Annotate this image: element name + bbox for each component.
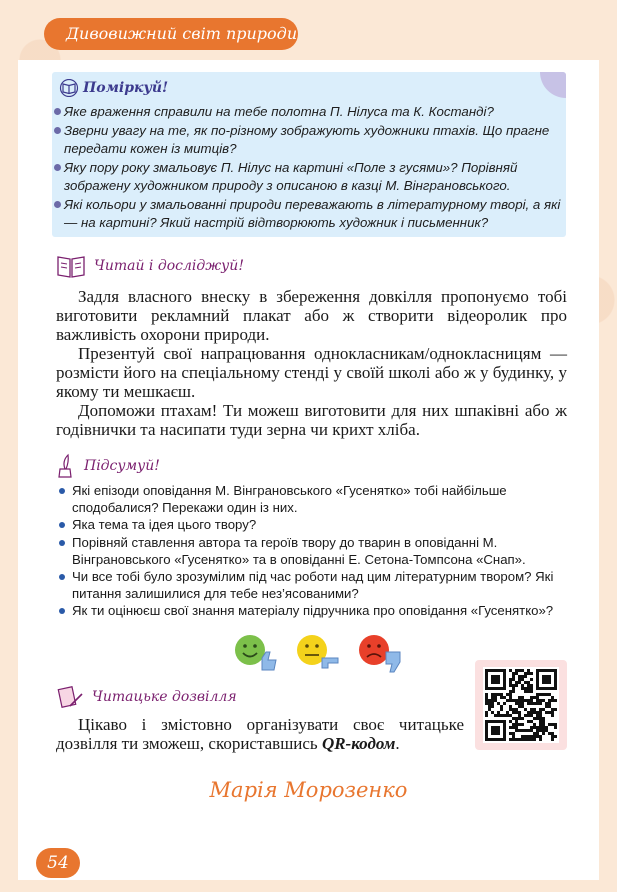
leisure-text [56, 715, 464, 753]
leisure-heading [56, 684, 237, 710]
list-item: Яка тема та ідея цього твору? [57, 516, 569, 533]
summary-heading [56, 453, 160, 479]
list-item: Які кольори у змальованні природи переважають в літературному творі, а які — на картині? Який настрій відтворюють художник і письменник? [52, 196, 566, 233]
qr-code[interactable] [475, 660, 567, 750]
qr-code-link-text: QR-кодом [321, 734, 396, 753]
author-name: Марія Морозенко [209, 778, 408, 802]
summary-list [57, 482, 569, 620]
list-item: Яке враження справили на тебе полотна П. Нілуса та К. Костанді? [52, 103, 566, 122]
sad-face-icon [359, 635, 400, 672]
page-number: 54 [36, 848, 80, 878]
read-text [56, 287, 567, 439]
list-item: Як ти оцінюєш свої знання матеріалу підручника про оповідання «Гусенятко»? [57, 602, 569, 619]
paragraph: Цікаво і змістовно організувати своє читацьке дозвілля ти зможеш, скориставшись QR-кодом. [56, 715, 464, 753]
neutral-face-icon [297, 635, 338, 668]
think-title: Поміркуй! [83, 80, 169, 96]
paragraph: Задля власного внеску в збереження довкілля пропонуємо тобі виготовити рекламний плакат або ж створити відеоролик про важливість охорони природи. [56, 287, 567, 344]
qr-code-icon [475, 660, 567, 750]
read-heading [56, 253, 244, 279]
list-item: Порівняй ставлення автора та героїв твору до тварин в оповіданні М. Вінграновського «Гусенятко» та в оповіданні Е. Сетона-Томпсона «Снап». [57, 534, 569, 568]
list-item: Чи все тобі було зрозумілим під час роботи над цим літературним твором? Які питання залишилися для тебе нез’ясованими? [57, 568, 569, 602]
paragraph: Презентуй свої напрацювання однокласникам/однокласницям — розмісти його на спеціальному стенді у своїй школі або ж у будинку, у якому ти мешкаєш. [56, 344, 567, 401]
happy-face-icon [235, 635, 276, 670]
list-item: Яку пору року змальовує П. Нілус на картині «Поле з гусями»? Порівняй зображену художником природу з описаною в казці М. Вінграновського. [52, 159, 566, 196]
paragraph: Допоможи птахам! Ти можеш виготовити для них шпаківні або ж годівнички та насипати туди зерна чи крихт хліба. [56, 401, 567, 439]
chapter-header: Дивовижний світ природи [44, 18, 298, 50]
summary-title: Підсумуй! [84, 458, 160, 474]
self-assessment-emojis [232, 630, 412, 674]
list-item: Зверни увагу на те, як по-різному зображують художники птахів. Що прагне передати кожен із митців? [52, 122, 566, 159]
think-box [52, 72, 566, 237]
open-book-icon [58, 79, 80, 97]
notebook-pencil-icon [56, 684, 84, 710]
list-item: Які епізоди оповідання М. Вінграновського «Гусенятко» тобі найбільше сподобалися? Перекажи один із них. [57, 482, 569, 516]
inkwell-quill-icon [56, 453, 76, 479]
think-list [52, 103, 566, 233]
leisure-title: Читацьке дозвілля [92, 689, 237, 705]
read-title: Читай і досліджуй! [94, 258, 244, 274]
corner-decoration [540, 72, 566, 98]
open-book-icon [56, 253, 86, 279]
think-heading [58, 77, 168, 99]
